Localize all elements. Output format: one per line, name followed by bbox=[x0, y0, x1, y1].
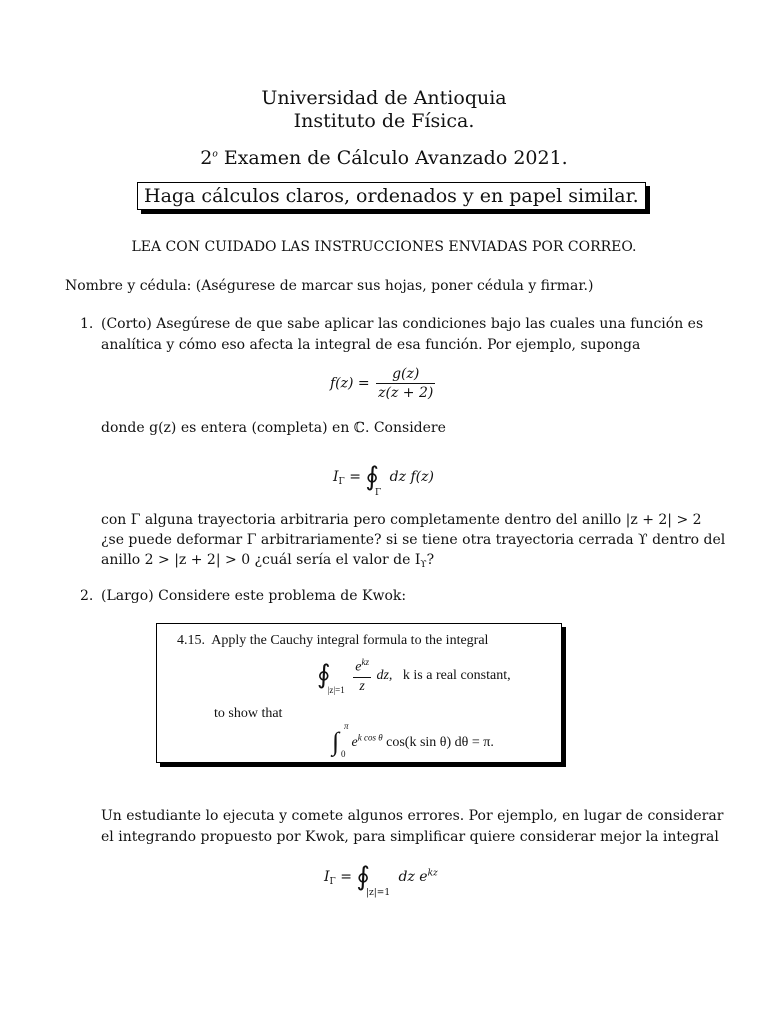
q1-equation-f bbox=[330, 366, 437, 401]
eq2-lhs-sub: Γ bbox=[338, 477, 345, 487]
q1-number: 1. bbox=[80, 316, 94, 332]
kwok-contour-sub: |z|=1 bbox=[327, 685, 345, 695]
institute-name: Instituto de Física. bbox=[293, 110, 475, 132]
boxed-note-wrapper bbox=[137, 182, 646, 210]
eq1-fraction bbox=[376, 366, 435, 401]
kwok-denominator: z bbox=[359, 678, 365, 694]
eq3-rhs: dz e bbox=[398, 869, 428, 885]
kwok-number: 4.15. bbox=[177, 633, 205, 648]
q1-text-f-end: ? bbox=[426, 552, 435, 568]
contour-integral-icon: ∮ bbox=[365, 462, 379, 492]
q1-equation-integral bbox=[333, 458, 434, 498]
q1-text-d: con Γ alguna trayectoria arbitraria pero completamente dentro del anillo |z + 2| > 2 bbox=[101, 512, 702, 528]
eq2-equals: = bbox=[349, 469, 361, 485]
q1-text-f-sub: ϒ bbox=[420, 560, 427, 570]
kwok-dz: dz, bbox=[376, 668, 393, 683]
kwok-title-line bbox=[177, 633, 488, 649]
eq1-lhs: f(z) = bbox=[330, 375, 370, 392]
q1-text-e: ¿se puede deformar Γ arbitrariamente? si se tiene otra trayectoria cerrada ϒ dentro del bbox=[101, 532, 726, 548]
kwok-problem-box bbox=[156, 623, 562, 763]
kwok-upper-limit: π bbox=[344, 721, 349, 731]
kwok-integral-line bbox=[317, 656, 511, 695]
kwok-note: k is a real constant, bbox=[402, 668, 511, 683]
boxed-note: Haga cálculos claros, ordenados y en papel similar. bbox=[137, 182, 646, 210]
q2-number: 2. bbox=[80, 588, 94, 604]
q2-text-c: el integrando propuesto por Kwok, para simplificar quiere considerar mejor la integral bbox=[101, 829, 719, 845]
instructions-line: LEA CON CUIDADO LAS INSTRUCCIONES ENVIADAS POR CORREO. bbox=[131, 239, 637, 255]
kwok-num-base: e bbox=[355, 659, 362, 675]
q2-equation-integral bbox=[324, 858, 438, 898]
contour-integral-icon-2: ∮ bbox=[356, 862, 370, 892]
kwok-integral-icon: ∫ π 0 bbox=[332, 721, 349, 759]
name-line: Nombre y cédula: (Aségurese de marcar sus hojas, poner cédula y firmar.) bbox=[65, 278, 594, 294]
exam-ordinal: o bbox=[212, 149, 218, 160]
q1-text-b: analítica y cómo eso afecta la integral de esa función. Por ejemplo, suponga bbox=[101, 337, 641, 353]
eq2-contour-sub: Γ bbox=[374, 488, 382, 498]
kwok-title: Apply the Cauchy integral formula to the integral bbox=[211, 633, 489, 648]
kwok-contour-icon: ∮ bbox=[317, 660, 331, 689]
q1-text-f bbox=[101, 550, 434, 573]
eq2-rhs: dz f(z) bbox=[389, 469, 434, 485]
eq1-denominator: z(z + 2) bbox=[378, 385, 434, 401]
kwok-exp-base: e bbox=[351, 735, 358, 750]
kwok-show: to show that bbox=[214, 706, 283, 721]
exam-number: 2 bbox=[200, 147, 213, 169]
eq3-equals: = bbox=[340, 869, 352, 885]
exam-title bbox=[0, 147, 768, 169]
kwok-num-sup: kz bbox=[361, 656, 369, 667]
q1-text-c: donde g(z) es entera (completa) en ℂ. Considere bbox=[101, 420, 446, 436]
kwok-exp-sup: k cos θ bbox=[357, 732, 383, 743]
kwok-fraction bbox=[353, 657, 371, 695]
exam-title-text: Examen de Cálculo Avanzado 2021. bbox=[217, 147, 568, 169]
eq1-numerator: g(z) bbox=[376, 366, 435, 384]
eq3-sup: kz bbox=[427, 868, 438, 879]
q2-text-b: Un estudiante lo ejecuta y comete algunos errores. Por ejemplo, en lugar de considerar bbox=[101, 808, 724, 824]
eq3-lhs: I bbox=[324, 869, 330, 885]
q1-text-f-main: anillo 2 > |z + 2| > 0 ¿cuál sería el valor de I bbox=[101, 552, 421, 568]
university-name: Universidad de Antioquia bbox=[261, 87, 507, 109]
eq3-contour-sub: |z|=1 bbox=[365, 888, 391, 898]
kwok-real-integral-line bbox=[332, 721, 494, 759]
kwok-lower-limit: 0 bbox=[341, 749, 346, 759]
kwok-numerator bbox=[353, 657, 371, 678]
q1-text-a: (Corto) Asegúrese de que sabe aplicar las condiciones bajo las cuales una función es bbox=[101, 316, 704, 332]
eq2-lhs: I bbox=[333, 469, 339, 485]
q2-text-a: (Largo) Considere este problema de Kwok: bbox=[101, 588, 407, 604]
kwok-int-rest: cos(k sin θ) dθ = π. bbox=[386, 735, 494, 750]
eq3-lhs-sub: Γ bbox=[329, 877, 336, 887]
